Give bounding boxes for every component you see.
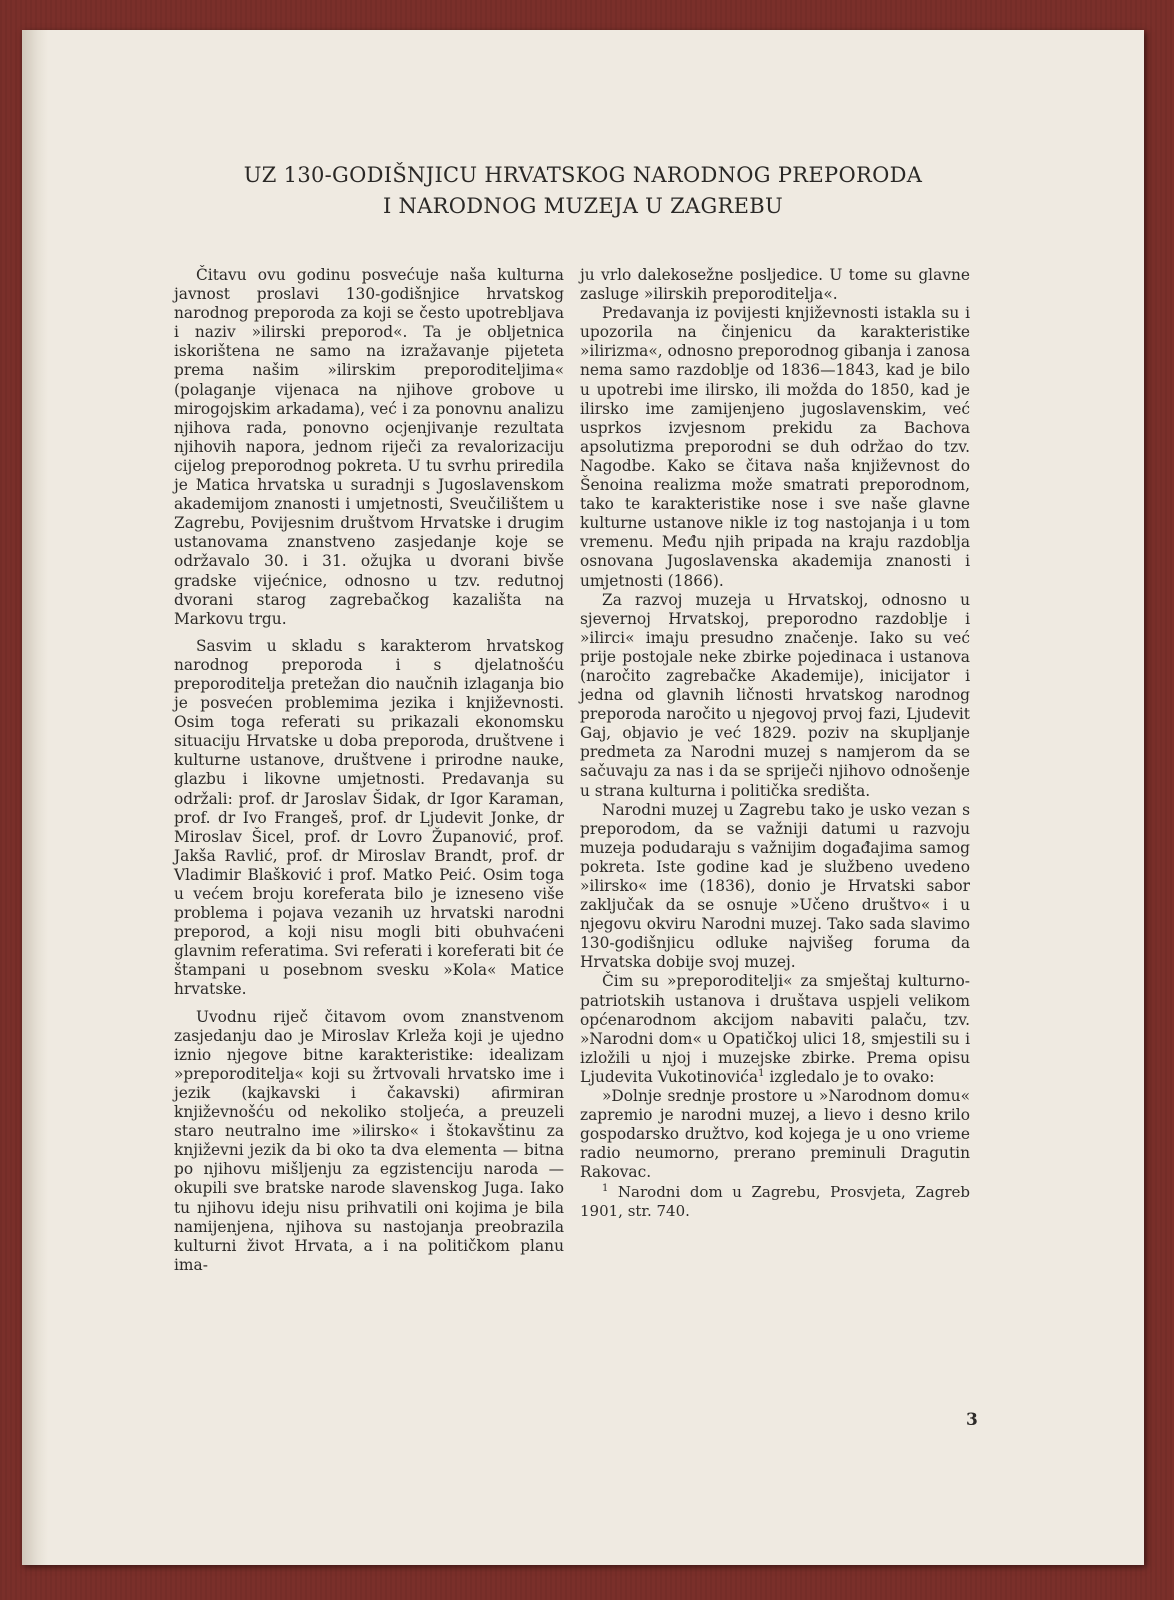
footnote-text: Narodni dom u Zagrebu, Prosvjeta, Zagreb 1901, str. 740. (580, 1182, 970, 1220)
footnote-reference: 1 (758, 1067, 765, 1079)
paragraph: Uvodnu riječ čitavom ovom znanstvenom zasjedanju dao je Miroslav Krleža koji je ujedno iznio njegove bitne karakteristike: idealizam »preporoditelja« koji su žrtvovali hrvatsko ime i jezik (kajkavski i čakavski) afirmiran književnošću od nekoliko stoljeća, a preuzeli staro neutralno ime »ilirsko« i štokavštinu za književni jezik da bi oko ta dva elementa — bitna po njihovu mišljenju za egzistenciju naroda — okupili sve bratske narode slavenskog Juga. Iako tu njihovu ideju nisu prihvatili oni kojima je bila namijenjena, njihova su nastojanja preobrazila kulturni život Hrvata, a i na političkom planu ima- (174, 1007, 564, 1274)
paragraph: Za razvoj muzeja u Hrvatskoj, odnosno u sjevernoj Hrvatskoj, preporodno razdoblje i »ilirci« imaju presudno značenje. Iako su već prije postojale neke zbirke pojedinaca i ustanova (naročito zagrebačke Akademije), inicijator i jedna od glavnih ličnosti hrvatskog narodnog preporoda naročito u njegovoj prvoj fazi, Ljudevit Gaj, objavio je već 1829. poziv na skupljanje predmeta za Narodni muzej s namjerom da se sačuvaju za nas i da se spriječi njihovo odnošenje u strana kulturna i politička središta. (580, 590, 970, 800)
footnote (580, 1183, 970, 1221)
title-line-1: UZ 130-GODIŠNJICU HRVATSKOG NARODNOG PREPORODA (243, 163, 923, 187)
page-number: 3 (966, 1410, 978, 1430)
right-column (580, 266, 970, 1221)
book-page (22, 30, 1144, 1565)
paragraph: Čitavu ovu godinu posvećuje naša kulturna javnost proslavi 130-godišnjice hrvatskog narodnog preporoda za koji se često upotrebljava i naziv »ilirski preporod«. Ta je obljetnica iskorištena ne samo na izražavanje pijeteta prema našim »ilirskim preporoditeljima« (polaganje vijenaca na njihove grobove u mirogojskim arkadama), već i za ponovnu analizu njihova rada, ponovno ocjenjivanje rezultata njihovih napora, jednom riječi za revalorizaciju cijelog preporodnog pokreta. U tu svrhu priredila je Matica hrvatska u suradnji s Jugoslavenskom akademijom znanosti i umjetnosti, Sveučilištem u Zagrebu, Povijesnim društvom Hrvatske i drugim ustanovama znanstveno zasjedanje koje se održavalo 30. i 31. ožujka u dvorani bivše gradske vijećnice, odnosno u tzv. redutnoj dvorani starog zagrebačkog kazališta na Markovu trgu. (174, 266, 564, 628)
title-line-2: I NARODNOG MUZEJA U ZAGREBU (382, 194, 784, 218)
paragraph (580, 972, 970, 1087)
paragraph: Predavanja iz povijesti književnosti istakla su i upozorila na činjenicu da karakteristike »ilirizma«, odnosno preporodnog gibanja i zanosa nema samo razdoblje od 1836—1843, kad je bilo u upotrebi ime ilirsko, ili možda do 1850, kad je ilirsko ime zamijenjeno jugoslavenskim, već usprkos izvjesnom prekidu za Bachova apsolutizma preporodni se duh održao do tzv. Nagodbe. Kako se čitava naša književnost do Šenoina realizma može smatrati preporodnom, tako te karakteristike nose i sve naše glavne kulturne ustanove nikle iz tog nastojanja i u tom vremenu. Među njih pripada na kraju razdoblja osnovana Jugoslavenska akademija znanosti i umjetnosti (1866). (580, 304, 970, 590)
paragraph-text: Čim su »preporoditelji« za smještaj kulturno-patriotskih ustanova i društava uspjeli velikom općenarodnom akcijom nabaviti palaču, tzv. »Narodni dom« u Opatičkoj ulici 18, smjestili su i izložili u njoj i muzejske zbirke. Prema opisu Ljudevita Vukotinovića (580, 972, 970, 1086)
article-title (22, 160, 1144, 222)
paragraph: Narodni muzej u Zagrebu tako je usko vezan s preporodom, da se važniji datumi u razvoju muzeja podudaraju s važnijim događajima samog pokreta. Iste godine kad je službeno uvedeno »ilirsko« ime (1836), donio je Hrvatski sabor zaključak da se osnuje »Učeno društvo« i u njegovu okviru Narodni muzej. Tako sada slavimo 130-godišnjicu odluke najvišeg foruma da Hrvatska dobije svoj muzej. (580, 800, 970, 972)
paragraph-text-end: izgledalo je to ovako: (764, 1067, 935, 1086)
block-quote: »Dolnje srednje prostore u »Narodnom domu« zapremio je narodni muzej, a lievo i desno krilo gospodarsko družtvo, kod kojega je u ono vrieme radio neumorno, prerano preminuli Dragutin Rakovac. (580, 1087, 970, 1182)
paragraph: ju vrlo dalekosežne posljedice. U tome su glavne zasluge »ilirskih preporoditelja«. (580, 266, 970, 304)
footnote-number: 1 (602, 1182, 609, 1194)
paragraph: Sasvim u skladu s karakterom hrvatskog narodnog preporoda i s djelatnošću preporoditelja pretežan dio naučnih izlaganja bio je posvećen problemima jezika i književnosti. Osim toga referati su prikazali ekonomsku situaciju Hrvatske u doba preporoda, društvene i kulturne ustanove, društvene i prirodne nauke, glazbu i likovne umjetnosti. Predavanja su održali: prof. dr Jaroslav Šidak, dr Igor Karaman, prof. dr Ivo Frangeš, prof. dr Ljudevit Jonke, dr Miroslav Šicel, prof. dr Lovro Županović, prof. Jakša Ravlić, prof. dr Miroslav Brandt, prof. dr Vladimir Blašković i prof. Matko Peić. Osim toga u većem broju koreferata bilo je izneseno više problema i pojava vezanih uz hrvatski narodni preporod, a koji nisu mogli biti obuhvaćeni glavnim referatima. Svi referati i koreferati bit će štampani u posebnom svesku »Kola« Matice hrvatske. (174, 636, 564, 999)
page-spine (22, 30, 48, 1565)
left-column (174, 266, 564, 1275)
